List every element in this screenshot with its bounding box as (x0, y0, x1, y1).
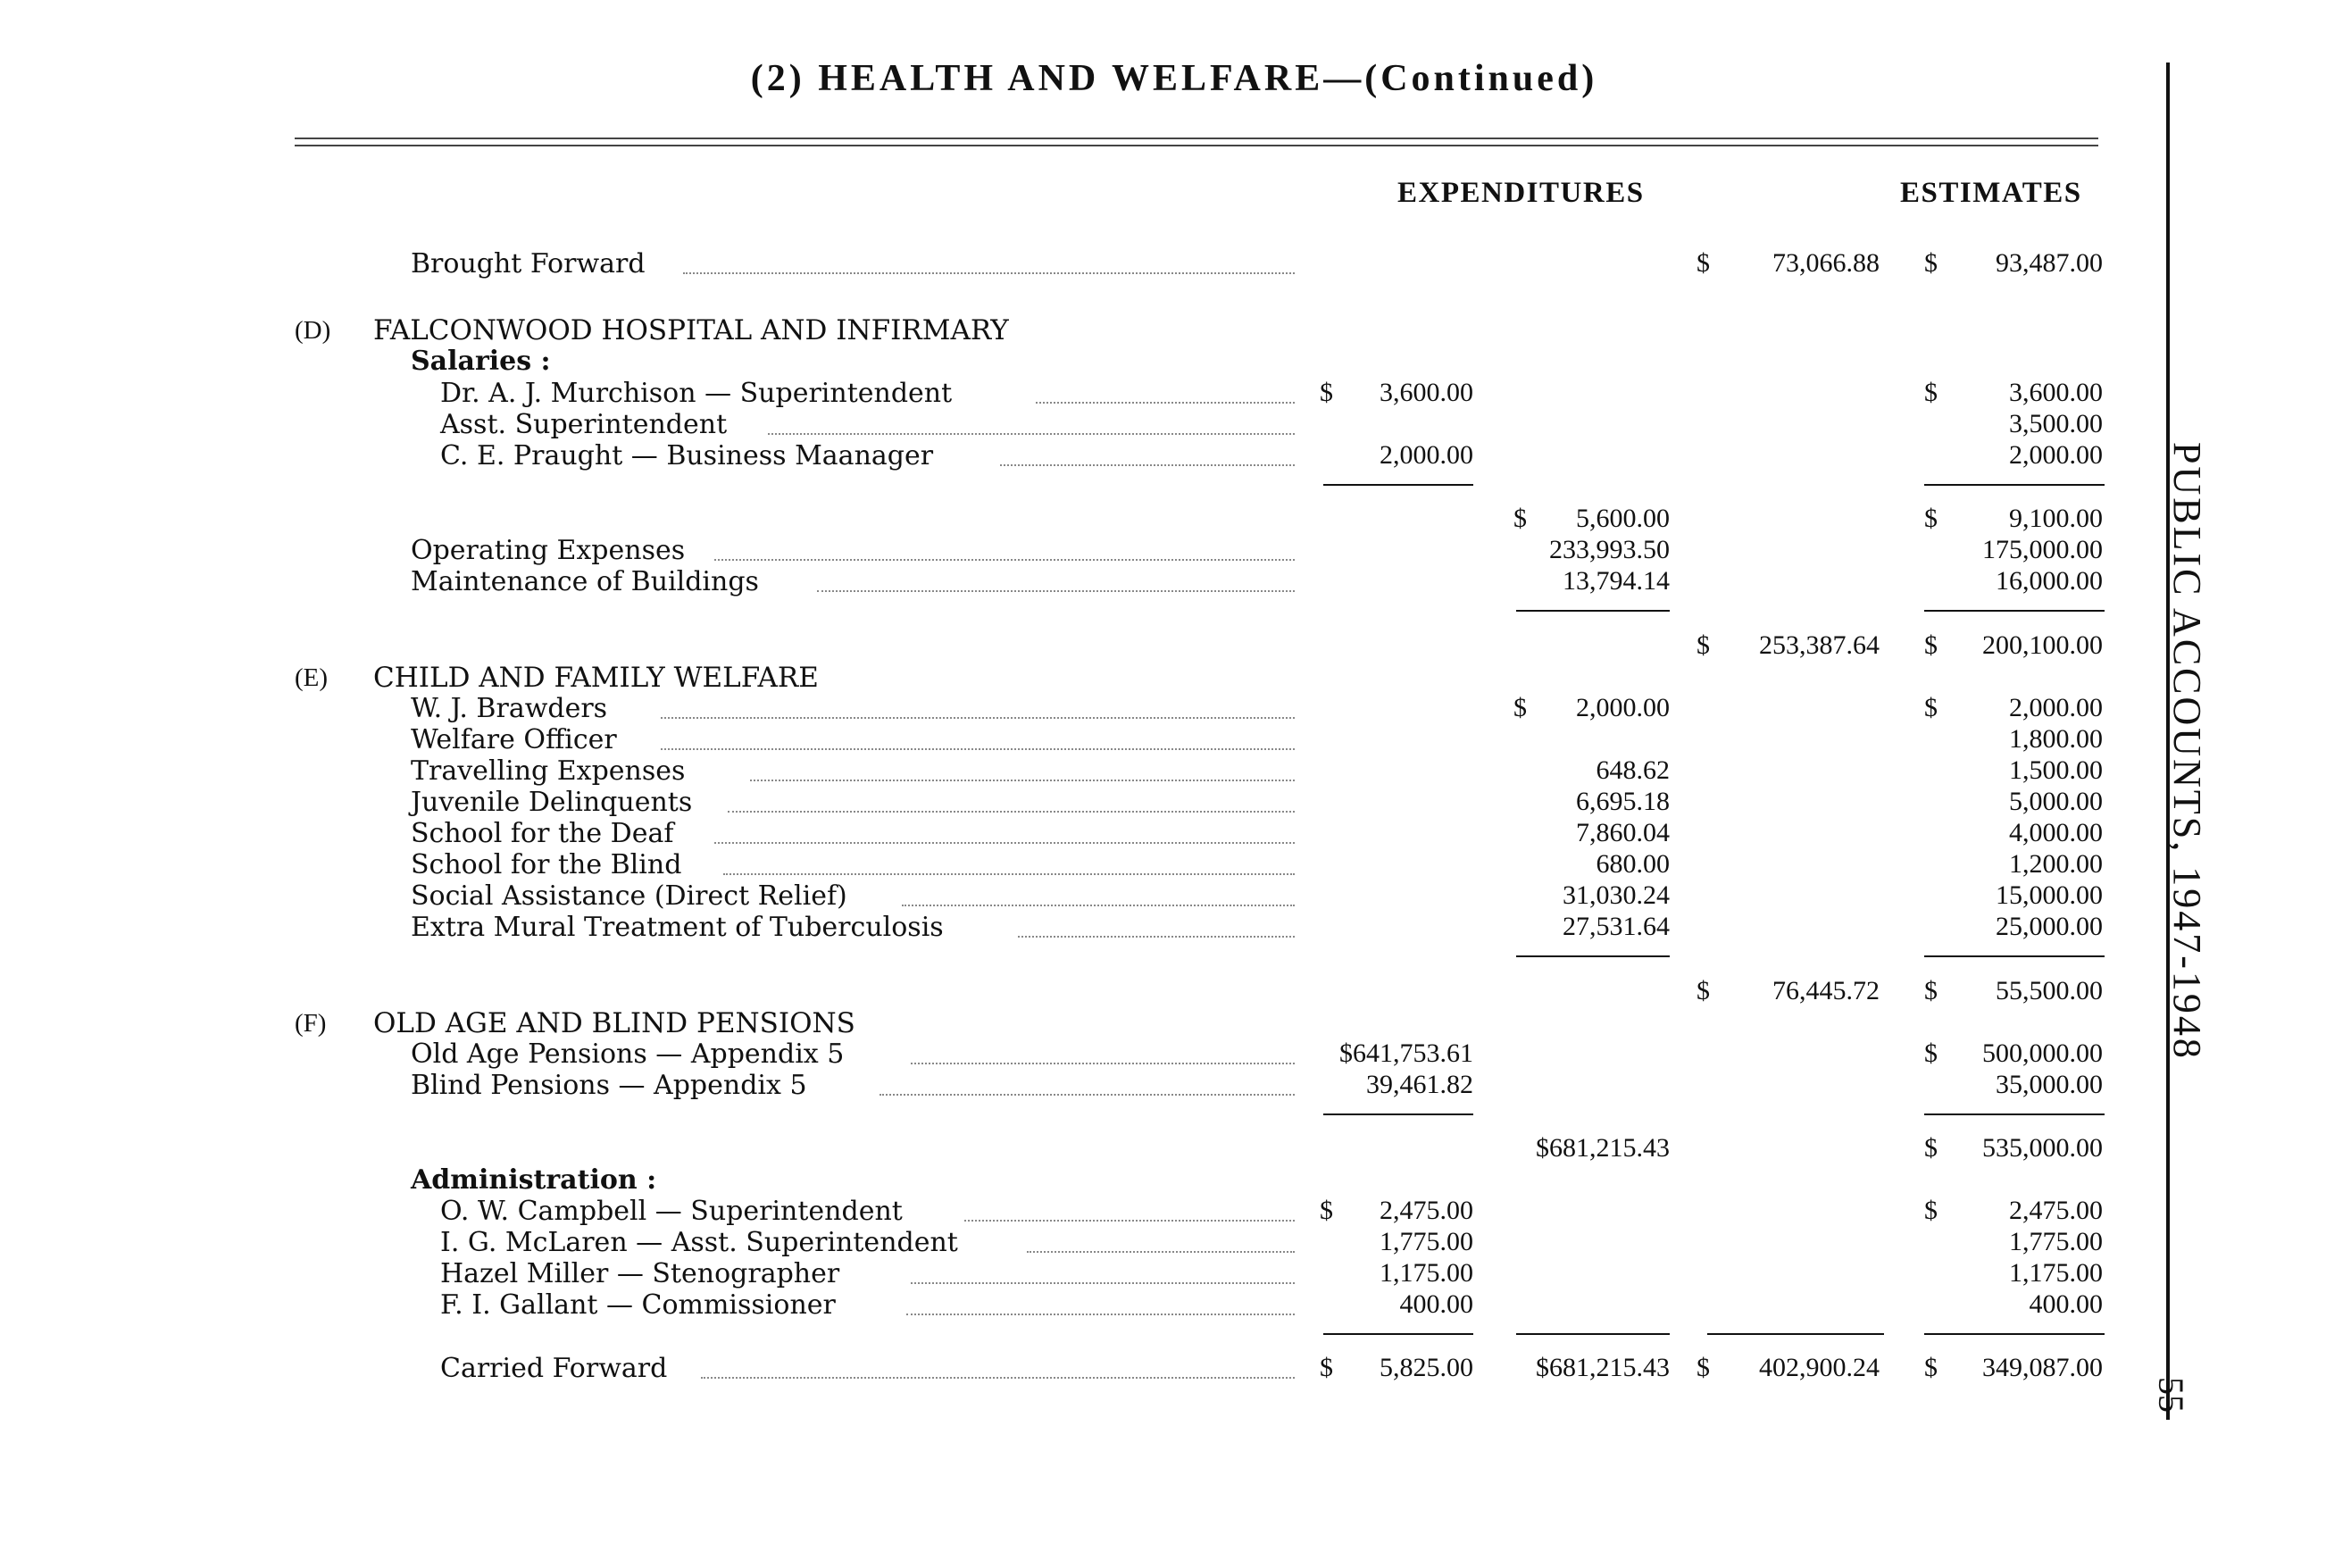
leader-dots (906, 1314, 1295, 1315)
table-row (0, 378, 2161, 410)
amount: 233,993.50 (1549, 535, 1670, 564)
amount: 39,461.82 (1366, 1070, 1473, 1099)
estimate-amount: 4,000.00 (2009, 818, 2103, 847)
leader-dots (902, 905, 1295, 906)
row-label: Extra Mural Treatment of Tuberculosis (411, 912, 944, 943)
table-row (0, 1289, 2161, 1322)
amount: 2,475.00 (1380, 1196, 1473, 1225)
amount: $641,753.61 (1339, 1038, 1473, 1068)
table-row (0, 1070, 2161, 1102)
leader-dots (683, 272, 1295, 274)
row-label: Blind Pensions — Appendix 5 (411, 1070, 807, 1101)
row-label: School for the Blind (411, 849, 682, 880)
amount: 1,775.00 (1380, 1227, 1473, 1256)
leader-dots (728, 811, 1295, 813)
row-label: Brought Forward (411, 248, 646, 279)
dollar-sign: $ (1697, 248, 1710, 278)
leader-dots (723, 873, 1295, 875)
section-title: FALCONWOOD HOSPITAL AND INFIRMARY (373, 314, 1009, 346)
leader-dots (768, 433, 1295, 435)
carried-forward-col2: $681,215.43 (1536, 1353, 1670, 1382)
estimate-amount: 5,000.00 (2009, 787, 2103, 816)
subtotal-rule (1323, 484, 1473, 486)
row-label: Welfare Officer (411, 724, 617, 755)
amount: 1,175.00 (1380, 1258, 1473, 1288)
amount: 680.00 (1596, 849, 1670, 879)
dollar-sign: $ (1924, 1196, 1938, 1225)
dollar-sign: $ (1924, 1133, 1938, 1163)
subtotal-rule (1924, 955, 2105, 957)
leader-dots (817, 590, 1295, 592)
title-rule-bottom (295, 145, 2098, 146)
row-label: Old Age Pensions — Appendix 5 (411, 1038, 845, 1070)
table-row (0, 755, 2161, 788)
subtotal-estimate: 9,100.00 (2009, 504, 2103, 533)
dollar-sign: $ (1924, 630, 1938, 660)
row-label: School for the Deaf (411, 818, 674, 849)
leader-dots (750, 780, 1295, 781)
table-row (0, 409, 2161, 441)
estimate-amount: 175,000.00 (1982, 535, 2103, 564)
estimate-amount: 1,175.00 (2009, 1258, 2103, 1288)
amount: 27,531.64 (1563, 912, 1670, 941)
section-total: 253,387.64 (1759, 630, 1880, 660)
subtotal-rule (1924, 1113, 2105, 1115)
leader-dots (1000, 464, 1295, 466)
amount: 31,030.24 (1563, 880, 1670, 910)
dollar-sign: $ (1924, 378, 1938, 407)
section-letter: (E) (295, 663, 329, 692)
estimate-amount: 1,200.00 (2009, 849, 2103, 879)
carried-forward-row (0, 1353, 2161, 1385)
leader-dots (964, 1220, 1295, 1222)
leader-dots (661, 717, 1295, 719)
section-total: 76,445.72 (1772, 976, 1880, 1005)
table-row (0, 535, 2161, 567)
estimate-amount: 2,475.00 (2009, 1196, 2103, 1225)
section-f-heading (0, 1007, 2161, 1039)
row-label: Juvenile Delinquents (411, 787, 693, 818)
row-label: Dr. A. J. Murchison — Superintendent (440, 378, 953, 409)
subtotal-rule (1707, 1333, 1884, 1335)
leader-dots (701, 1377, 1295, 1379)
table-row (0, 1227, 2161, 1259)
row-label: Travelling Expenses (411, 755, 686, 787)
salaries-heading (0, 346, 2161, 378)
leader-dots (1036, 402, 1295, 404)
table-row (0, 1038, 2161, 1071)
table-row (0, 818, 2161, 850)
subtotal-rule (1516, 1333, 1670, 1335)
leader-dots (880, 1094, 1295, 1096)
dollar-sign: $ (1320, 378, 1333, 407)
section-d-heading (0, 314, 2161, 346)
subsection-label: Administration : (411, 1164, 657, 1196)
section-title: CHILD AND FAMILY WELFARE (373, 662, 819, 694)
amount: 3,600.00 (1380, 378, 1473, 407)
subtotal-rule (1516, 955, 1670, 957)
section-title: OLD AGE AND BLIND PENSIONS (373, 1007, 855, 1039)
subsection-label: Salaries : (411, 346, 551, 377)
title-rule-top (295, 138, 2098, 139)
amount: 13,794.14 (1563, 566, 1670, 596)
dollar-sign: $ (1320, 1196, 1333, 1225)
row-label: Maintenance of Buildings (411, 566, 759, 597)
dollar-sign: $ (1513, 504, 1527, 533)
subtotal-amount: $681,215.43 (1536, 1133, 1670, 1163)
amount: 400.00 (1399, 1289, 1473, 1319)
estimate-amount: 500,000.00 (1982, 1038, 2103, 1068)
row-label: C. E. Praught — Business Maanager (440, 440, 934, 471)
leader-dots (714, 559, 1295, 561)
page-number: 55 (2151, 1377, 2191, 1413)
table-row (0, 566, 2161, 598)
dollar-sign: $ (1924, 504, 1938, 533)
section-letter: (D) (295, 316, 331, 345)
leader-dots (911, 1063, 1295, 1064)
subtotal-rule (1924, 484, 2105, 486)
dollar-sign: $ (1924, 976, 1938, 1005)
estimate-amount: 400.00 (2029, 1289, 2103, 1319)
section-e-total-row (0, 976, 2161, 1008)
amount: 6,695.18 (1576, 787, 1670, 816)
carried-forward-col1: 5,825.00 (1380, 1353, 1473, 1382)
table-row (0, 787, 2161, 819)
table-row (0, 724, 2161, 756)
subtotal-rule (1323, 1113, 1473, 1115)
dollar-sign: $ (1513, 693, 1527, 722)
salaries-total-row (0, 504, 2161, 536)
dollar-sign: $ (1697, 630, 1710, 660)
leader-dots (1027, 1251, 1295, 1253)
dollar-sign: $ (1697, 976, 1710, 1005)
side-title: PUBLIC ACCOUNTS, 1947-1948 (2165, 442, 2209, 1061)
leader-dots (661, 748, 1295, 750)
subtotal-rule (1924, 610, 2105, 612)
row-label: Carried Forward (440, 1353, 668, 1384)
estimate-amount: 35,000.00 (1996, 1070, 2103, 1099)
row-label: Operating Expenses (411, 535, 686, 566)
section-d-total-row (0, 630, 2161, 663)
estimate-amount: 2,000.00 (2009, 693, 2103, 722)
dollar-sign: $ (1924, 1038, 1938, 1068)
subtotal-estimate: 535,000.00 (1982, 1133, 2103, 1163)
subtotal-rule (1516, 610, 1670, 612)
dollar-sign: $ (1924, 248, 1938, 278)
row-label: Hazel Miller — Stenographer (440, 1258, 840, 1289)
expenditures-heading: EXPENDITURES (1397, 177, 1645, 209)
section-e-heading (0, 662, 2161, 694)
page-title: (2) HEALTH AND WELFARE—(Continued) (750, 58, 1598, 99)
table-row (0, 912, 2161, 944)
row-label: Social Assistance (Direct Relief) (411, 880, 847, 912)
estimate-amount: 16,000.00 (1996, 566, 2103, 596)
estimate-amount: 25,000.00 (1996, 912, 2103, 941)
row-label: W. J. Brawders (411, 693, 608, 724)
estimate-amount: 1,500.00 (2009, 755, 2103, 785)
section-total-estimate: 55,500.00 (1996, 976, 2103, 1005)
amount: 2,000.00 (1576, 693, 1670, 722)
dollar-sign: $ (1320, 1353, 1333, 1382)
amount: 648.62 (1596, 755, 1670, 785)
estimate-amount: 15,000.00 (1996, 880, 2103, 910)
table-row (0, 440, 2161, 472)
dollar-sign: $ (1924, 693, 1938, 722)
subtotal-amount: 5,600.00 (1576, 504, 1670, 533)
administration-heading (0, 1164, 2161, 1197)
table-row (0, 693, 2161, 725)
estimate-amount: 1,775.00 (2009, 1227, 2103, 1256)
leader-dots (911, 1282, 1295, 1284)
row-label: Asst. Superintendent (440, 409, 728, 440)
leader-dots (714, 842, 1295, 844)
estimate-amount: 3,500.00 (2009, 409, 2103, 438)
brought-forward-row (0, 248, 2161, 280)
table-row (0, 1258, 2161, 1290)
section-letter: (F) (295, 1009, 327, 1038)
estimates-heading: ESTIMATES (1900, 177, 2082, 209)
pensions-total-row (0, 1133, 2161, 1165)
leader-dots (1018, 936, 1295, 938)
row-label: O. W. Campbell — Superintendent (440, 1196, 903, 1227)
dollar-sign: $ (1697, 1353, 1710, 1382)
subtotal-rule (1924, 1333, 2105, 1335)
row-label: F. I. Gallant — Commissioner (440, 1289, 836, 1321)
dollar-sign: $ (1924, 1353, 1938, 1382)
row-label: I. G. McLaren — Asst. Superintendent (440, 1227, 958, 1258)
estimate-amount: 3,600.00 (2009, 378, 2103, 407)
amount: 7,860.04 (1576, 818, 1670, 847)
estimate-amount: 1,800.00 (2009, 724, 2103, 754)
table-row (0, 849, 2161, 881)
carried-forward-col3: 402,900.24 (1759, 1353, 1880, 1382)
estimate-amount: 93,487.00 (1996, 248, 2103, 278)
subtotal-rule (1323, 1333, 1473, 1335)
estimate-amount: 2,000.00 (2009, 440, 2103, 470)
table-row (0, 1196, 2161, 1228)
carried-forward-col4: 349,087.00 (1982, 1353, 2103, 1382)
expenditure-amount: 73,066.88 (1772, 248, 1880, 278)
section-total-estimate: 200,100.00 (1982, 630, 2103, 660)
amount: 2,000.00 (1380, 440, 1473, 470)
table-row (0, 880, 2161, 913)
